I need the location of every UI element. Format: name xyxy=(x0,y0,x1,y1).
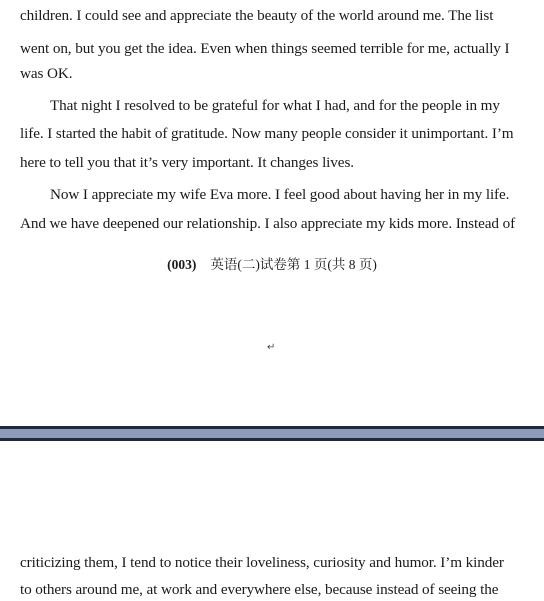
body-text-line: And we have deepened our relationship. I also appreciate my kids more. Instead of xyxy=(20,215,516,232)
body-text-line: here to tell you that it’s very important. It changes lives. xyxy=(20,154,354,171)
body-text-line: criticizing them, I tend to notice their loveliness, curiosity and humor. I’m kinder xyxy=(20,554,504,571)
document-page-bottom xyxy=(0,441,544,601)
body-text-line: Now I appreciate my wife Eva more. I feel good about having her in my life. xyxy=(50,186,510,203)
page-footer xyxy=(0,256,544,274)
body-text-line: That night I resolved to be grateful for what I had, and for the people in my xyxy=(50,97,500,114)
exam-code: (003) xyxy=(167,257,197,272)
paragraph-mark-icon: ↵ xyxy=(267,342,276,353)
body-text-line: children. I could see and appreciate the beauty of the world around me. The list xyxy=(20,7,494,24)
page-divider xyxy=(0,426,544,441)
body-text-line: was OK. xyxy=(20,65,73,82)
body-text-line: to others around me, at work and everywhere else, because instead of seeing the xyxy=(20,581,499,598)
body-text-line: went on, but you get the idea. Even when things seemed terrible for me, actually I xyxy=(20,40,510,57)
divider-top-line xyxy=(0,426,544,429)
page-number-text: 英语(二)试卷第 1 页(共 8 页) xyxy=(210,257,377,272)
body-text-line: life. I started the habit of gratitude. Now many people consider it unimportant. I’m xyxy=(20,125,514,142)
